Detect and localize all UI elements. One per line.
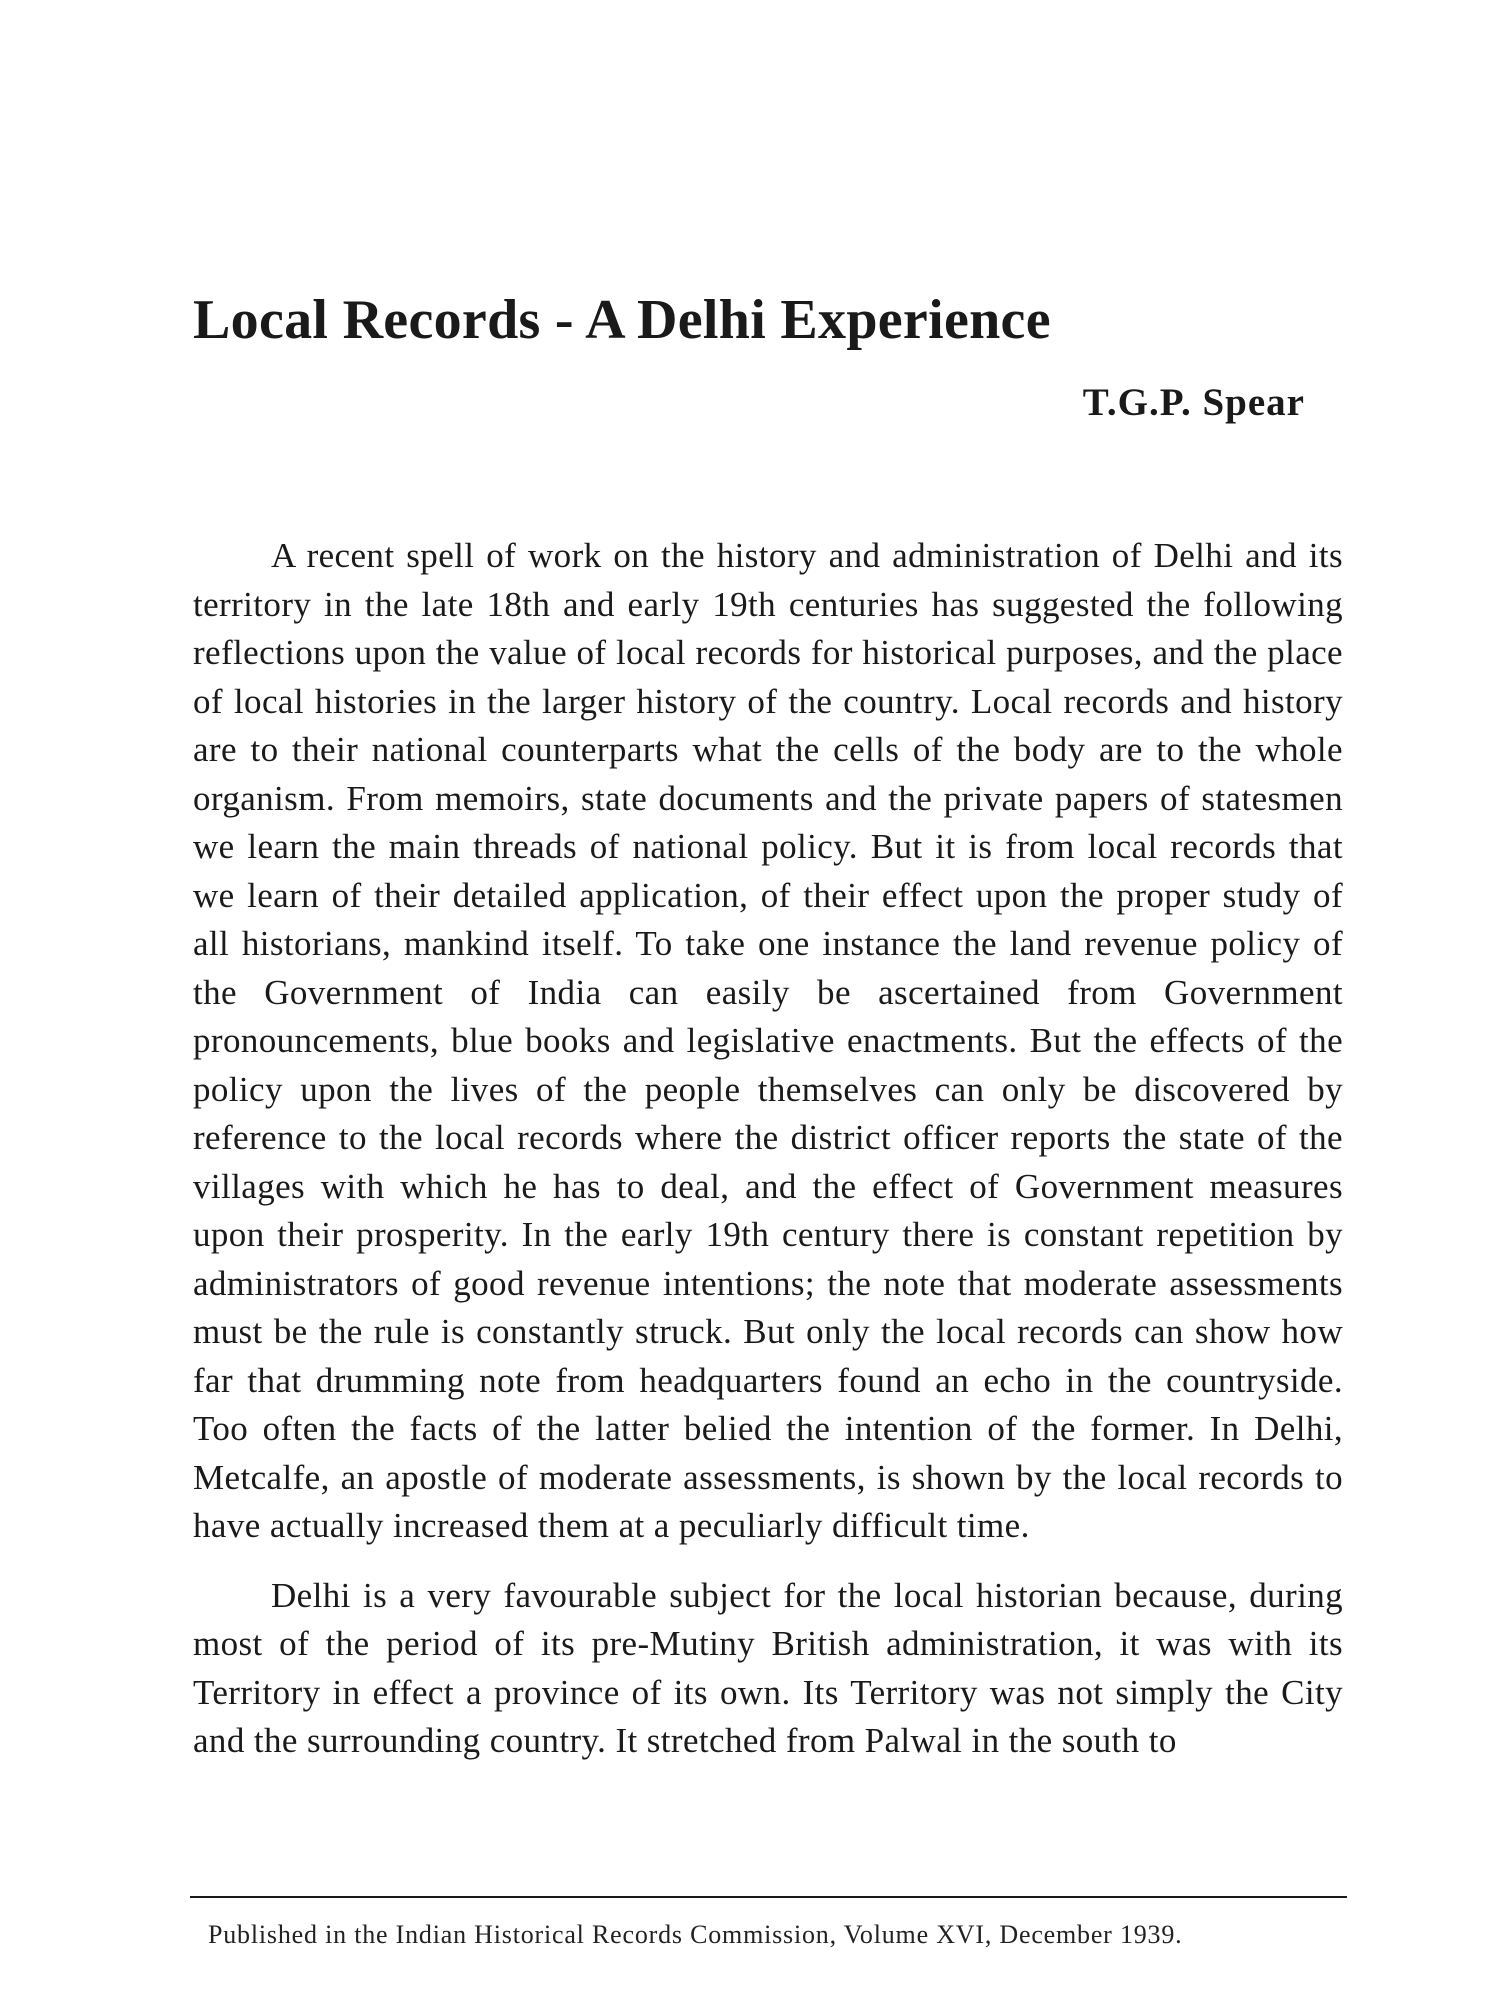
body-paragraph-2: Delhi is a very favourable subject for the local historian because, during most of the period of its pre-Mutiny British administration, it was with its Territory in effect a province of its own. Its Territory was not simply the City and the surrounding country. It stretched from Palwal in the south to <box>193 1575 1343 1760</box>
body-paragraph-1: A recent spell of work on the history and administration of Delhi and its territory in the late 18th and early 19th centuries has suggested the following reflections upon the value of local records for historical purposes, and the place of local histories in the larger history of the country. Local records and history are to their national counterparts what the cells of the body are to the whole organism. From memoirs, state documents and the private papers of statesmen we learn the main threads of national policy. But it is from local records that we learn of their detailed application, of their effect upon the proper study of all historians, mankind itself. To take one instance the land revenue policy of the Government of India can easily be ascertained from Government pronouncements, blue books and legislative enactments. But the effects of the policy upon the lives of the people themselves can only be discovered by reference to the local records where the district officer reports the state of the villages with which he has to deal, and the effect of Government measures upon their prosperity. In the early 19th century there is constant repetition by administrators of good revenue intentions; the note that moderate assessments must be the rule is constantly struck. But only the local records can show how far that drumming note from headquarters found an echo in the countryside. Too often the facts of the latter belied the intention of the former. In Delhi, Metcalfe, an apostle of moderate assessments, is shown by the local records to have actually increased them at a peculiarly difficult time. <box>193 536 1343 1545</box>
article-author: T.G.P. Spear <box>1082 381 1305 424</box>
article-title: Local Records - A Delhi Experience <box>193 289 1051 351</box>
article-body <box>193 532 1343 1787</box>
publication-footnote: Published in the Indian Historical Records Commission, Volume XVI, December 1939. <box>208 1920 1183 1949</box>
footnote-divider <box>190 1896 1347 1898</box>
